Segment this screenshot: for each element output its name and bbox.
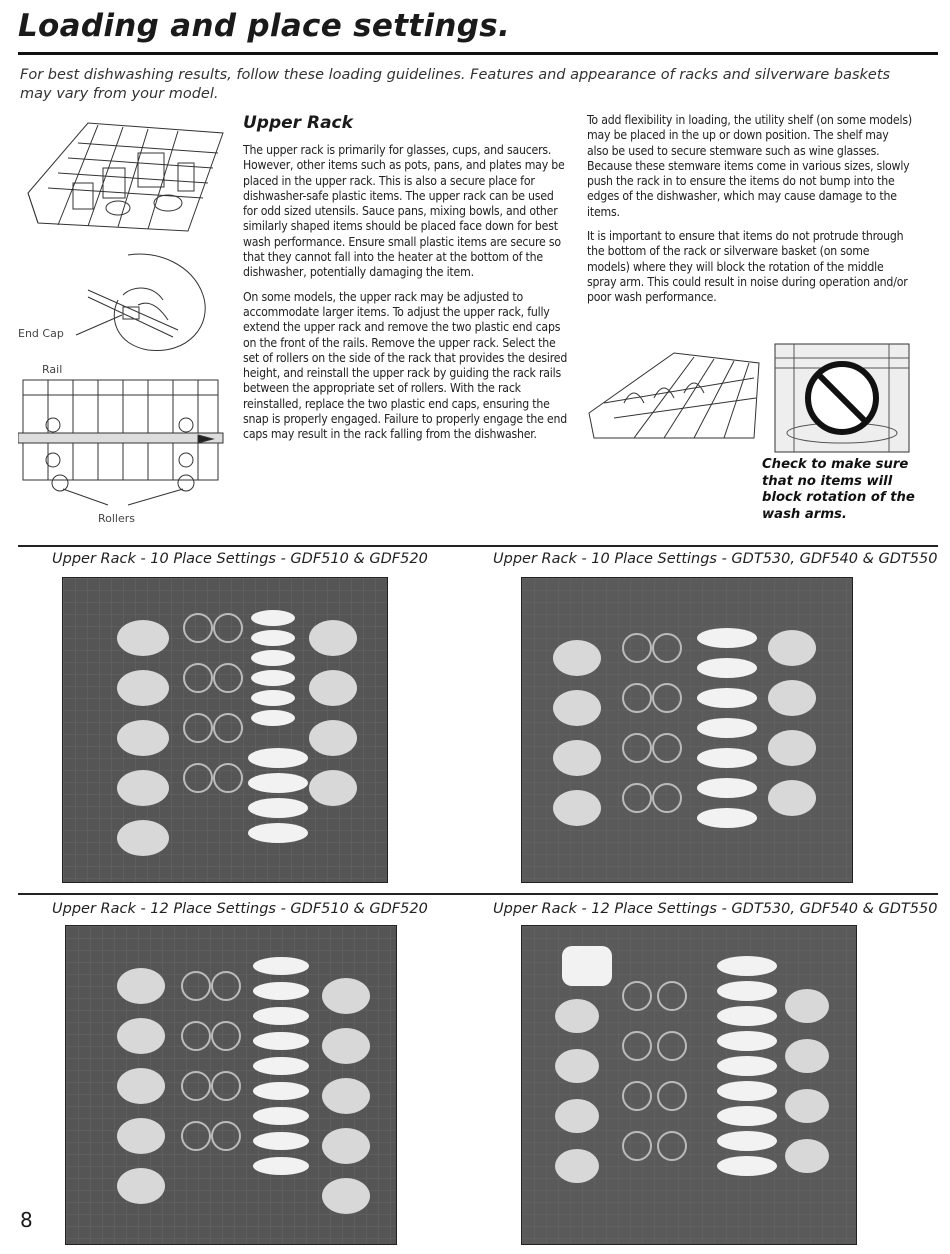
- rail-label: Rail: [42, 363, 63, 376]
- utility-shelf-illustration: [584, 343, 762, 445]
- section-divider-2: [18, 893, 938, 895]
- title-divider: [18, 52, 938, 55]
- no-blocking-illustration: [774, 343, 910, 453]
- rack-rollers-illustration: [18, 375, 230, 510]
- page-number: 8: [20, 1208, 33, 1232]
- section-title-12-gdf: Upper Rack - 12 Place Settings - GDF510 & GDF520: [52, 901, 428, 917]
- upper-rack-illustration: [18, 113, 228, 241]
- rollers-label: Rollers: [98, 512, 136, 525]
- section-title-10-gdt: Upper Rack - 10 Place Settings - GDT530, GDF540 & GDT550: [493, 551, 938, 567]
- upper-rack-paragraph-1: The upper rack is primarily for glasses, cups, and saucers. However, other items such as pots, pans, and plates may be placed in the upper rack. This is also a secure place for dishwasher-safe plastic items. The upper rack can be used for odd sized utensils. Sauce pans, mixing bowls, and other similarly shaped items should be placed face down for best wash performance. Ensure small plastic items are secure so that they cannot fall into the heater at the bottom of the dishwasher, potentially damaging the item.: [243, 143, 565, 280]
- rack-photo-10-gdf: [62, 577, 388, 883]
- protrude-warning-paragraph: It is important to ensure that items do not protrude through the bottom of the rack or silverware basket (on some models) where they will block the rotation of the middle spray arm. This could result in noise during operation and/or poor wash performance.: [587, 229, 908, 305]
- end-cap-label: End Cap: [18, 327, 64, 340]
- section-title-12-gdt: Upper Rack - 12 Place Settings - GDT530, GDF540 & GDT550: [493, 901, 938, 917]
- section-title-10-gdf: Upper Rack - 10 Place Settings - GDF510 & GDF520: [52, 551, 428, 567]
- page-title: Loading and place settings.: [18, 8, 511, 44]
- rack-photo-12-gdt: [521, 925, 857, 1245]
- upper-rack-text: [243, 143, 568, 452]
- upper-rack-paragraph-2: On some models, the upper rack may be adjusted to accommodate larger items. To adjust the upper rack, fully extend the upper rack and remove the two plastic end caps on the front of the rails. Remove the upper rack. Select the set of rollers on the side of the rack that provides the desired height, and reinstall the upper rack by guiding the rack rails between the appropriate set of rollers. With the rack reinstalled, replace the two plastic end caps, ensuring the snap is properly engaged. Failure to properly engage the end caps may result in the rack falling from the dishwasher.: [243, 289, 568, 442]
- utility-shelf-paragraph: To add flexibility in loading, the utility shelf (on some models) may be placed in the up or down position. The shelf may also be used to secure stemware such as wine glasses. Because these stemware items come in various sizes, slowly push the rack in to ensure the items do not bump into the edges of the dishwasher, which may cause damage to the items.: [587, 113, 912, 219]
- intro-text: For best dishwashing results, follow these loading guidelines. Features and appearance of racks and silverware baskets may vary from your model.: [20, 67, 891, 102]
- end-cap-illustration: [18, 245, 228, 360]
- rack-photo-12-gdf: [65, 925, 397, 1245]
- section-divider-1: [18, 545, 938, 547]
- right-column-text: [587, 113, 912, 315]
- rack-photo-10-gdt: [521, 577, 853, 883]
- upper-rack-heading: Upper Rack: [243, 113, 353, 133]
- wash-arm-caption: Check to make sure that no items will block rotation of the wash arms.: [762, 457, 915, 522]
